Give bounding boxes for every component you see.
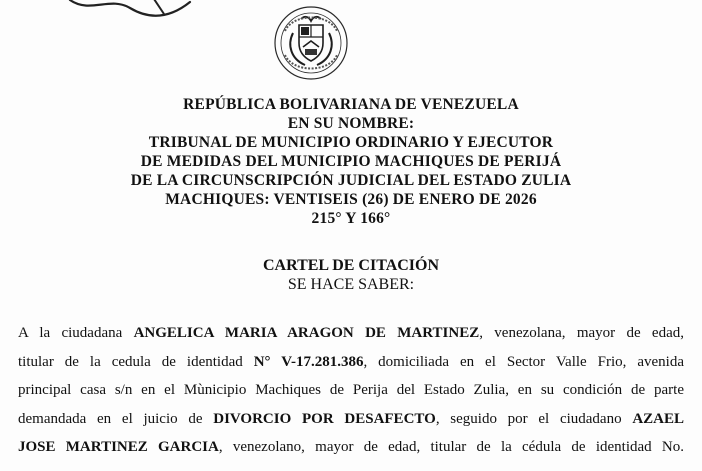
body-line-3: principal casa s/n en el Mùnicipio Machiques de Perija del Estado Zulia, en su condición de parte [18, 382, 684, 398]
body-line-2 [18, 348, 684, 377]
body-text-segment: A la ciudadana [18, 325, 134, 341]
body-text-segment: , venezolana, mayor de edad, [479, 325, 684, 341]
body-line-4 [18, 405, 684, 434]
body-text-segment: , domiciliada en el Sector Valle Frio, avenida [363, 353, 685, 370]
signature-scribble-icon [60, 0, 200, 22]
header-line-republic: REPÚBLICA BOLIVARIANA DE VENEZUELA [183, 96, 519, 113]
cartel-subtitle: SE HACE SABER: [287, 276, 415, 293]
document-header [0, 95, 702, 228]
body-text-segment: , venezolano, mayor de edad, titular de la cédula de identidad No. [218, 439, 684, 455]
body-text-segment: , seguido por el ciudadano [435, 410, 633, 427]
plaintiff-name-part: AZAEL [632, 410, 684, 427]
cartel-title: CARTEL DE CITACIÓN [262, 257, 440, 274]
defendant-id-number: N° V-17.281.386 [253, 353, 364, 370]
body-line-5 [18, 433, 684, 462]
body-text-segment: titular de la cedula de identidad [18, 353, 254, 370]
header-line-medidas: DE MEDIDAS DEL MUNICIPIO MACHIQUES DE PERIJÁ [140, 153, 562, 170]
cartel-heading [0, 256, 702, 294]
header-line-years: 215° Y 166° [311, 210, 391, 227]
defendant-name: ANGELICA MARIA ARAGON DE MARTINEZ [133, 325, 480, 341]
header-line-en-su-nombre: EN SU NOMBRE: [287, 115, 415, 132]
header-line-date: MACHIQUES: VENTISEIS (26) DE ENERO DE 2026 [165, 191, 537, 208]
body-text-segment: demandada en el juicio de [18, 410, 214, 427]
case-type: DIVORCIO POR DESAFECTO [213, 410, 436, 427]
body-paragraph [18, 319, 684, 462]
header-line-tribunal: TRIBUNAL DE MUNICIPIO ORDINARIO Y EJECUTOR [148, 134, 554, 151]
header-line-circunscripcion: DE LA CIRCUNSCRIPCIÓN JUDICIAL DEL ESTADO ZULIA [130, 172, 572, 189]
court-seal-icon [271, 3, 351, 83]
body-line-1 [18, 319, 684, 348]
plaintiff-name-part: JOSE MARTINEZ GARCIA [18, 439, 219, 455]
